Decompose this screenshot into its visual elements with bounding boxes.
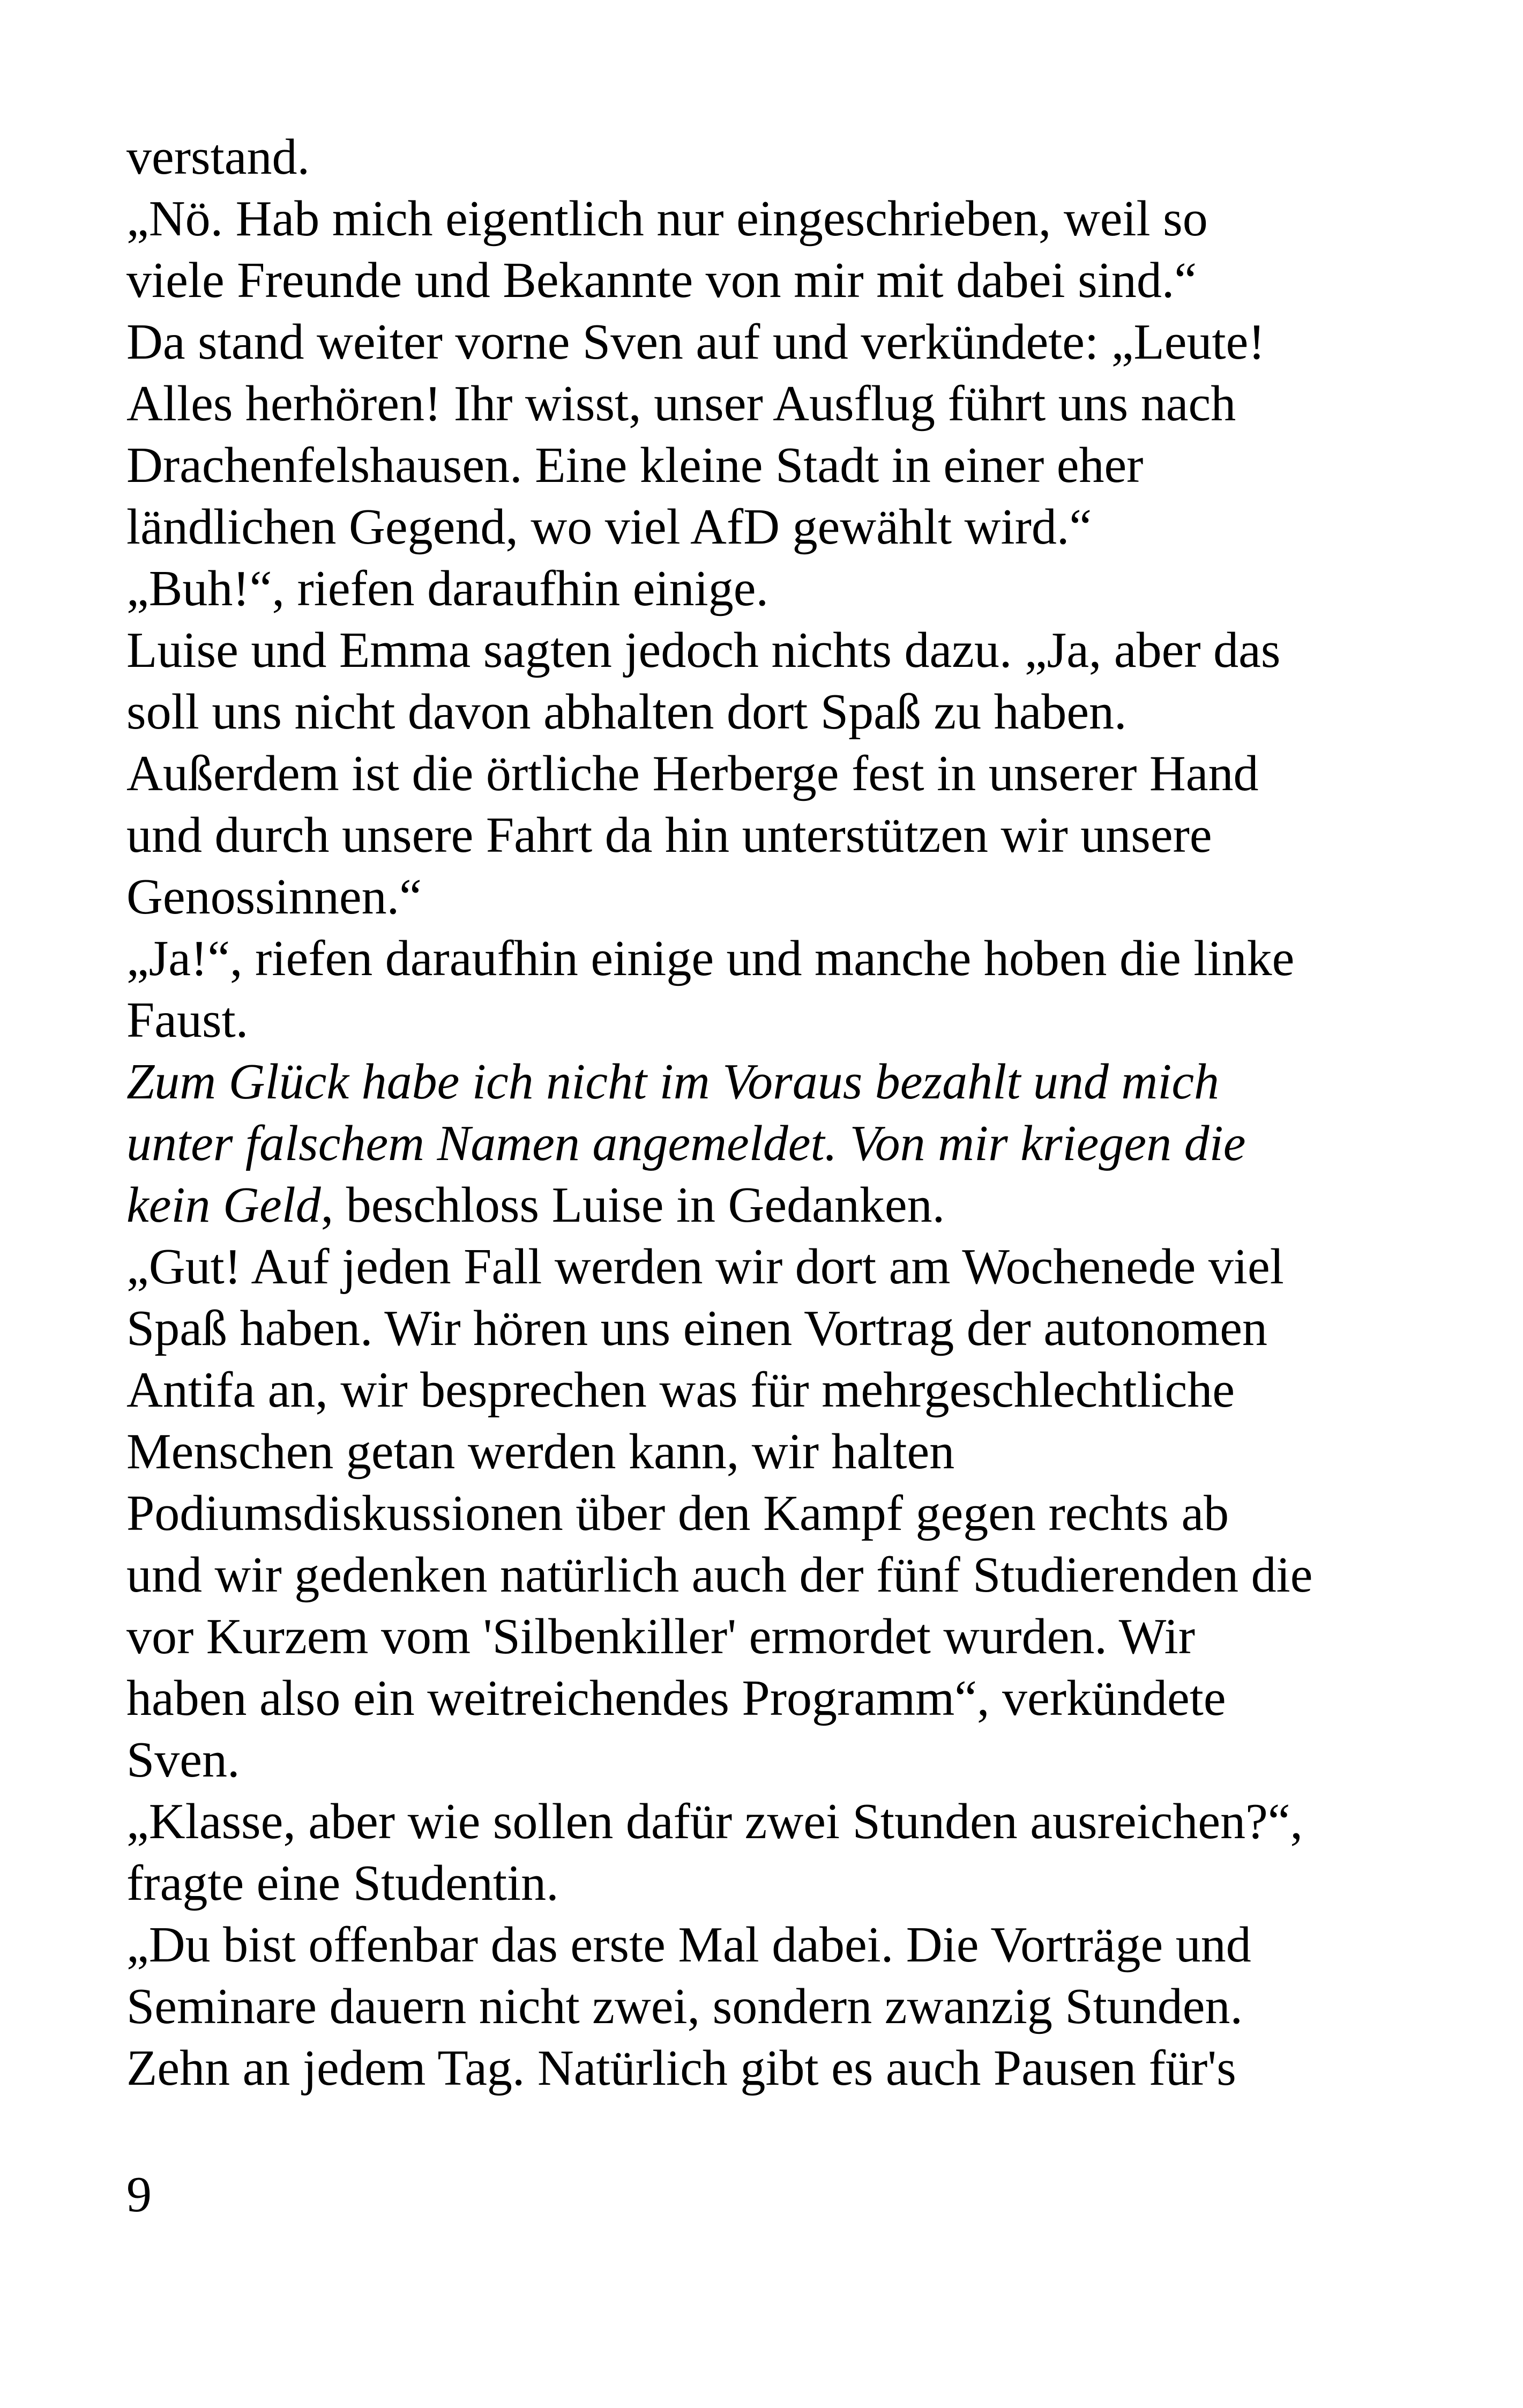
- text-run: ländlichen Gegend, wo viel AfD gewählt wird.“: [126, 499, 1092, 555]
- text-line: [126, 866, 1423, 928]
- text-line: [126, 188, 1423, 250]
- text-run: Zehn an jedem Tag. Natürlich gibt es auch Pausen für's: [126, 2040, 1236, 2096]
- text-line: [126, 2038, 1423, 2099]
- text-run: „Gut! Auf jeden Fall werden wir dort am Wochenede viel: [126, 1239, 1284, 1295]
- text-line: [126, 1483, 1423, 1544]
- text-run: Spaß haben. Wir hören uns einen Vortrag der autonomen: [126, 1300, 1267, 1356]
- text-run: Da stand weiter vorne Sven auf und verkündete: „Leute!: [126, 314, 1265, 370]
- text-run: „Buh!“, riefen daraufhin einige.: [126, 561, 768, 616]
- text-run: und durch unsere Fahrt da hin unterstützen wir unsere: [126, 807, 1212, 863]
- text-line: [126, 1359, 1423, 1421]
- text-run: Drachenfelshausen. Eine kleine Stadt in einer eher: [126, 437, 1144, 493]
- text-run: „Klasse, aber wie sollen dafür zwei Stunden ausreichen?“,: [126, 1794, 1303, 1849]
- text-run: Sven.: [126, 1732, 240, 1788]
- text-run: Seminare dauern nicht zwei, sondern zwanzig Stunden.: [126, 1979, 1243, 2034]
- text-run: Alles herhören! Ihr wisst, unser Ausflug führt uns nach: [126, 376, 1236, 432]
- text-line: [126, 435, 1423, 496]
- text-line: [126, 1298, 1423, 1359]
- italic-text-run: unter falschem Namen angemeldet. Von mir kriegen die: [126, 1116, 1246, 1171]
- text-line: [126, 250, 1423, 311]
- text-run: Faust.: [126, 992, 249, 1048]
- text-line: [126, 558, 1423, 620]
- text-run: vor Kurzem vom 'Silbenkiller' ermordet wurden. Wir: [126, 1609, 1196, 1664]
- text-line: [126, 805, 1423, 866]
- text-line: [126, 681, 1423, 743]
- text-run: viele Freunde und Bekannte von mir mit dabei sind.“: [126, 252, 1197, 308]
- text-line: [126, 1113, 1423, 1175]
- text-run: Antifa an, wir besprechen was für mehrgeschlechtliche: [126, 1362, 1235, 1418]
- text-line: [126, 1606, 1423, 1668]
- text-line: [126, 990, 1423, 1051]
- text-line: [126, 1976, 1423, 2038]
- italic-text-run: Zum Glück habe ich nicht im Voraus bezahlt und mich: [126, 1054, 1220, 1110]
- text-line: [126, 1729, 1423, 1791]
- text-line: [126, 496, 1423, 558]
- text-run: Podiumsdiskussionen über den Kampf gegen rechts ab: [126, 1485, 1229, 1541]
- text-line: [126, 1791, 1423, 1853]
- body-text: [126, 127, 1423, 2099]
- text-run: verstand.: [126, 129, 310, 185]
- text-line: [126, 1668, 1423, 1729]
- text-line: [126, 743, 1423, 805]
- text-line: [126, 311, 1423, 373]
- text-line: [126, 1853, 1423, 1914]
- text-run: haben also ein weitreichendes Programm“, verkündete: [126, 1670, 1226, 1726]
- text-line: [126, 1421, 1423, 1483]
- text-run: „Du bist offenbar das erste Mal dabei. Die Vorträge und: [126, 1917, 1251, 1973]
- text-run: Luise und Emma sagten jedoch nichts dazu. „Ja, aber das: [126, 622, 1281, 678]
- text-run: fragte eine Studentin.: [126, 1855, 559, 1911]
- text-line: [126, 928, 1423, 990]
- text-line: [126, 127, 1423, 188]
- text-run: Außerdem ist die örtliche Herberge fest in unserer Hand: [126, 746, 1259, 801]
- text-line: [126, 620, 1423, 681]
- text-line: [126, 1051, 1423, 1113]
- text-run: und wir gedenken natürlich auch der fünf Studierenden die: [126, 1547, 1313, 1603]
- text-line: [126, 1236, 1423, 1298]
- text-run: soll uns nicht davon abhalten dort Spaß zu haben.: [126, 684, 1127, 740]
- text-line: [126, 373, 1423, 435]
- text-line: [126, 1914, 1423, 1976]
- text-run: , beschloss Luise in Gedanken.: [320, 1177, 945, 1233]
- italic-text-run: kein Geld: [126, 1177, 321, 1233]
- text-run: „Ja!“, riefen daraufhin einige und manche hoben die linke: [126, 931, 1295, 986]
- text-line: [126, 1175, 1423, 1236]
- text-line: [126, 1544, 1423, 1606]
- text-run: „Nö. Hab mich eigentlich nur eingeschrieben, weil so: [126, 191, 1208, 247]
- text-run: Genossinnen.“: [126, 869, 422, 925]
- page-number: 9: [126, 2167, 152, 2223]
- text-run: Menschen getan werden kann, wir halten: [126, 1424, 955, 1480]
